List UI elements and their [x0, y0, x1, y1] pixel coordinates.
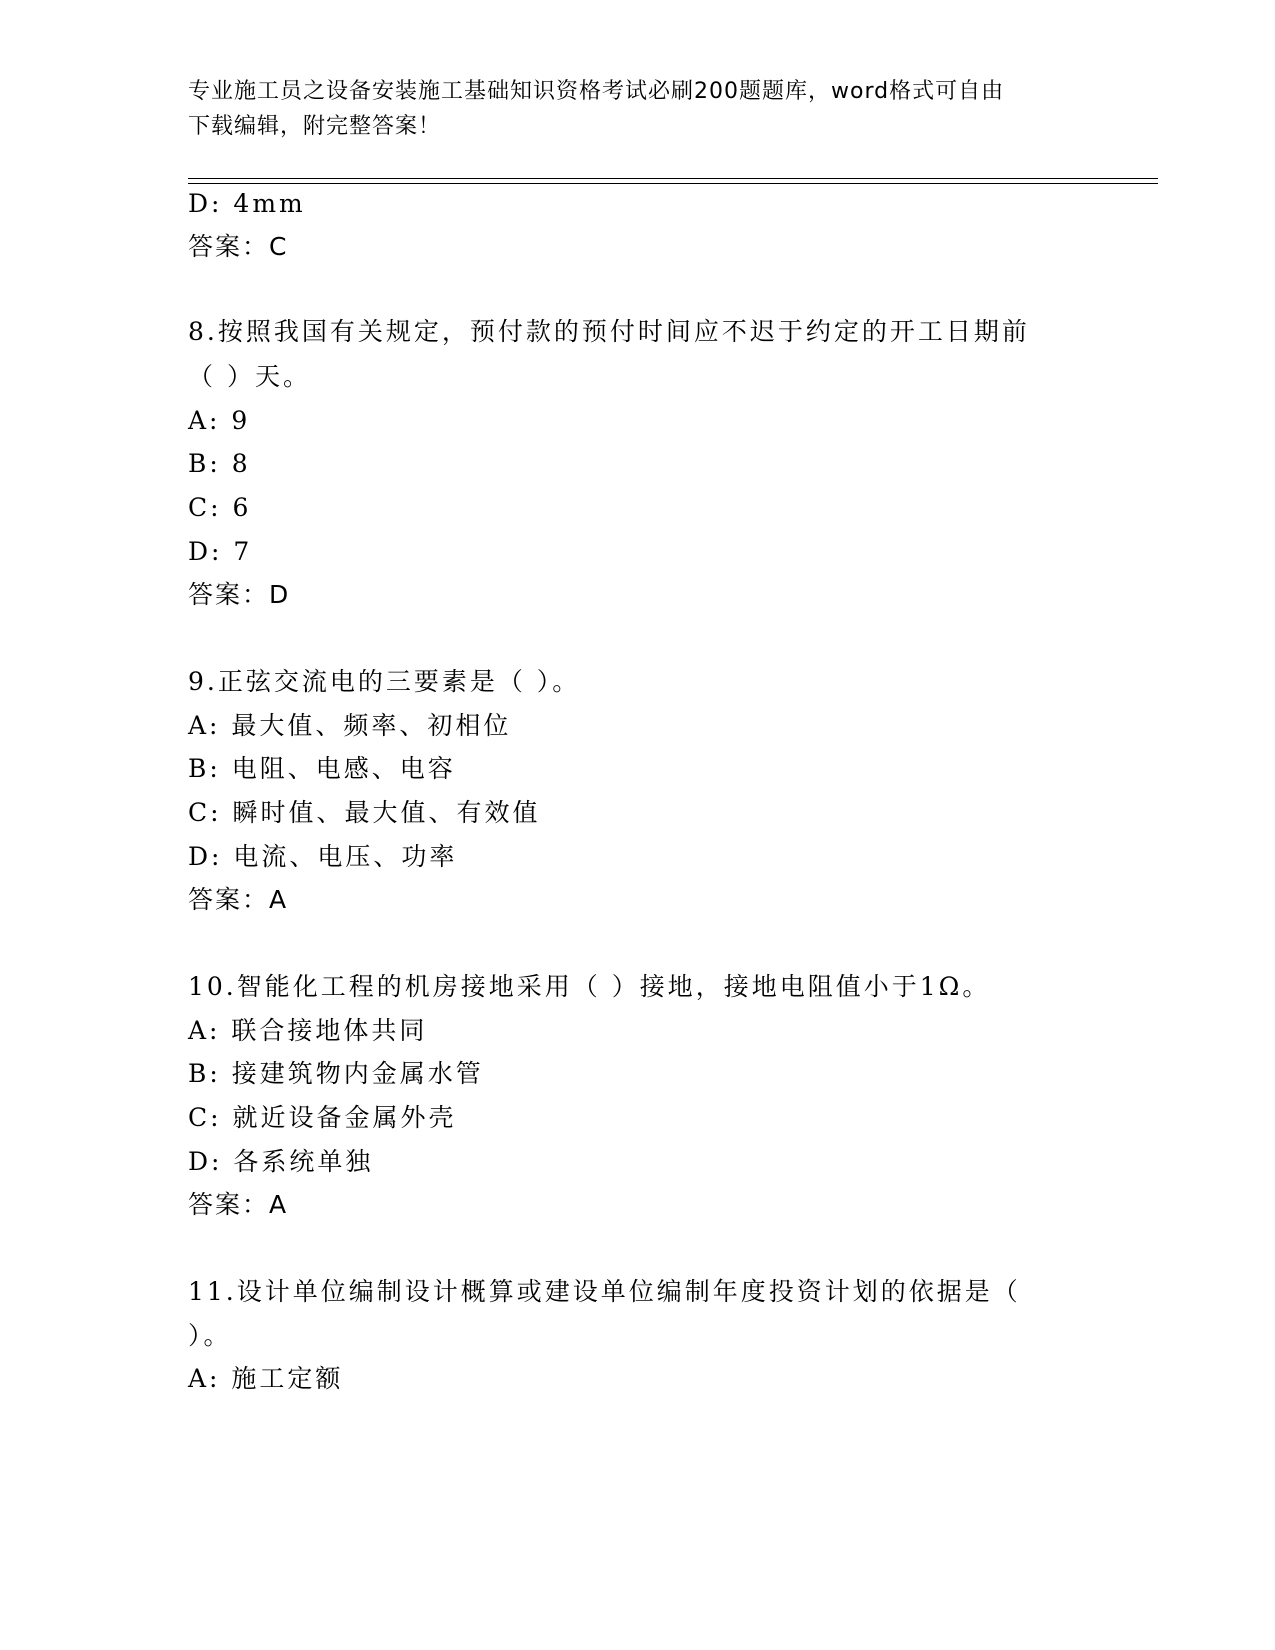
- header-divider-top: [188, 178, 1158, 179]
- q8-stem-line-2: （ ）天。: [188, 362, 311, 391]
- q8-stem-line-1: 8.按照我国有关规定，预付款的预付时间应不迟于约定的开工日期前: [188, 317, 1030, 346]
- header-line-2: 下载编辑，附完整答案！: [188, 114, 442, 139]
- q9-stem: 9.正弦交流电的三要素是（ ）。: [188, 667, 581, 696]
- q9-answer: 答案：A: [188, 885, 289, 914]
- q9-option-c: C: 瞬时值、最大值、有效值: [188, 798, 541, 827]
- q8-option-c: C: 6: [188, 493, 252, 522]
- q11-option-a: A: 施工定额: [188, 1364, 344, 1393]
- document-header: [188, 74, 1088, 144]
- q11-stem-line-1: 11.设计单位编制设计概算或建设单位编制年度投资计划的依据是（: [188, 1277, 1021, 1306]
- header-line-1: 专业施工员之设备安装施工基础知识资格考试必刷200题题库，word格式可自由: [188, 79, 1005, 104]
- prev-option-d: D: 4mm: [188, 189, 306, 218]
- q8-option-b: B: 8: [188, 449, 251, 478]
- q10-option-b: B: 接建筑物内金属水管: [188, 1059, 484, 1088]
- q9-option-b: B: 电阻、电感、电容: [188, 754, 456, 783]
- header-divider-bottom: [188, 183, 1158, 184]
- q10-option-a: A: 联合接地体共同: [188, 1016, 428, 1045]
- q8-option-d: D: 7: [188, 537, 253, 566]
- q8-option-a: A: 9: [188, 406, 251, 435]
- q9-option-d: D: 电流、电压、功率: [188, 842, 458, 871]
- q10-option-c: C: 就近设备金属外壳: [188, 1103, 457, 1132]
- q8-answer: 答案：D: [188, 580, 291, 609]
- q10-stem: 10.智能化工程的机房接地采用（ ）接地，接地电阻值小于1Ω。: [188, 972, 991, 1001]
- prev-answer: 答案：C: [188, 232, 289, 261]
- q10-answer: 答案：A: [188, 1190, 289, 1219]
- q11-stem-line-2: ）。: [188, 1321, 232, 1350]
- q9-option-a: A: 最大值、频率、初相位: [188, 711, 512, 740]
- q10-option-d: D: 各系统单独: [188, 1147, 374, 1176]
